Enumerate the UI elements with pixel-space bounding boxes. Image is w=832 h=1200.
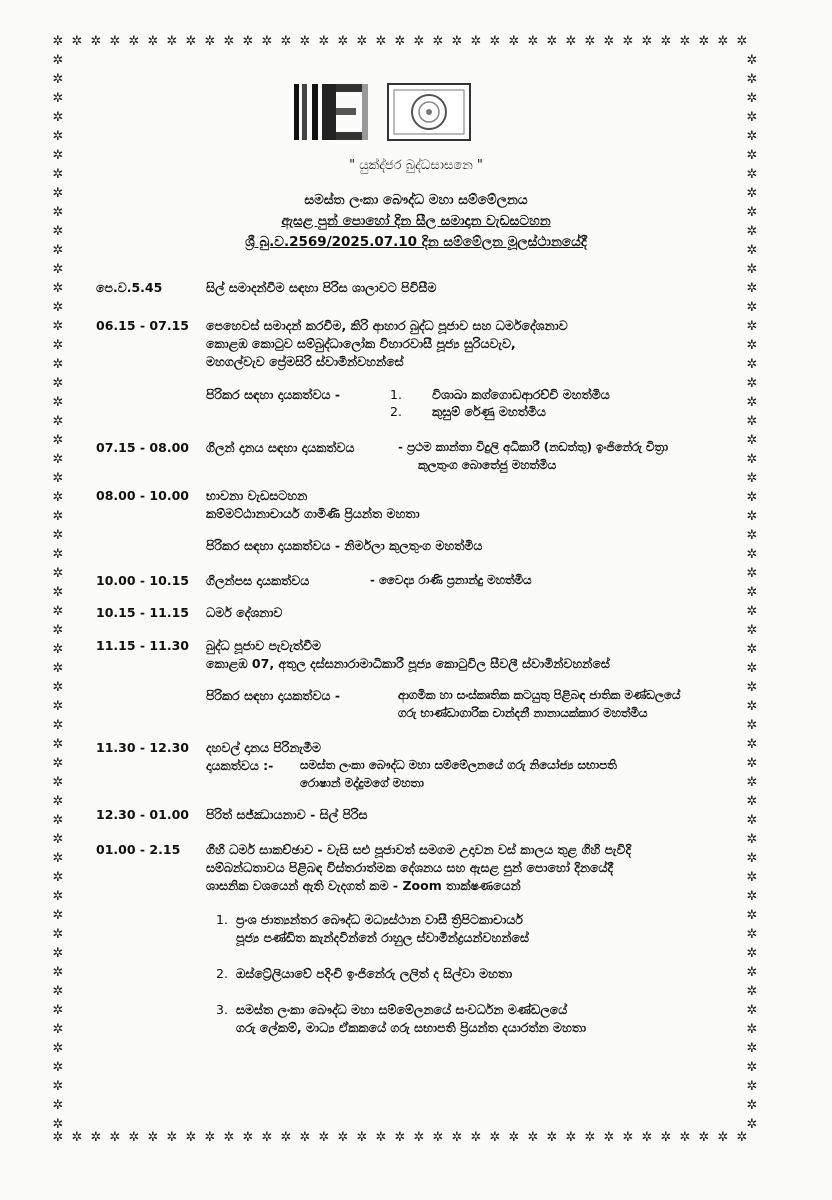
- border-star-icon: ✲: [746, 1041, 758, 1056]
- border-star-icon: ✲: [508, 34, 520, 49]
- border-star-icon: ✲: [299, 34, 311, 49]
- border-star-icon: ✲: [746, 813, 758, 828]
- border-star-icon: ✲: [52, 965, 64, 980]
- donor-r4: පිරිකර සඳහා දායකත්වය - නිර්මලා කුලතුංග මහත්මිය: [206, 538, 483, 553]
- border-star-icon: ✲: [128, 34, 140, 49]
- border-star-icon: ✲: [52, 262, 64, 277]
- border-star-icon: ✲: [746, 53, 758, 68]
- donor-r7-1: ආගමික හා සංස්කෘතික කටයුතු පිළිබඳ ජාතික මණ්ඩලයේ: [398, 688, 681, 702]
- border-star-icon: ✲: [746, 262, 758, 277]
- border-star-icon: ✲: [736, 34, 748, 49]
- border-star-icon: ✲: [746, 300, 758, 315]
- border-star-icon: ✲: [52, 832, 64, 847]
- border-star-icon: ✲: [261, 34, 273, 49]
- border-star-icon: ✲: [746, 566, 758, 581]
- border-star-icon: ✲: [52, 946, 64, 961]
- time-r6: 10.15 - 11.15: [96, 605, 189, 620]
- border-star-icon: ✲: [166, 1130, 178, 1145]
- border-star-icon: ✲: [52, 129, 64, 144]
- time-r9: 12.30 - 01.00: [96, 807, 189, 822]
- header-logos: [290, 82, 480, 144]
- text-r10-2: සම්බන්ධතාවය පිළිබඳ විස්තරාත්මක දේශනය සහ ඇසළ පුන් පොහෝ දිනයේදී: [206, 860, 614, 875]
- border-star-icon: ✲: [52, 414, 64, 429]
- speaker-2-line1: ඔස්ට්‍රේලියාවේ පදිංචි ඉංජිනේරු ලලිත් ද සිල්වා මහතා: [236, 966, 513, 981]
- border-star-icon: ✲: [52, 1098, 64, 1113]
- border-star-icon: ✲: [318, 1130, 330, 1145]
- label-r8: දායකත්වය :-: [206, 758, 274, 773]
- border-star-icon: ✲: [746, 1098, 758, 1113]
- border-star-icon: ✲: [746, 623, 758, 638]
- org-title: සමස්ත ලංකා බෞද්ධ මහා සම්මේලනය: [304, 192, 528, 208]
- border-star-icon: ✲: [52, 452, 64, 467]
- speaker-num-1: 1.: [216, 912, 228, 927]
- time-r7: 11.15 - 11.30: [96, 638, 189, 653]
- border-star-icon: ✲: [746, 243, 758, 258]
- text-r5: - වෛද්‍ය රාණි ප්‍රනාන්දු මහත්මිය: [370, 573, 532, 587]
- border-star-icon: ✲: [52, 604, 64, 619]
- border-star-icon: ✲: [746, 870, 758, 885]
- border-star-icon: ✲: [52, 756, 64, 771]
- border-star-icon: ✲: [52, 1060, 64, 1075]
- border-star-icon: ✲: [584, 34, 596, 49]
- border-star-icon: ✲: [109, 34, 121, 49]
- border-star-icon: ✲: [52, 889, 64, 904]
- border-star-icon: ✲: [746, 167, 758, 182]
- speaker-3-line1: සමස්ත ලංකා බෞද්ධ මහා සම්මේලනයේ සංවර්ධන මණ්ඩලයේ: [236, 1002, 568, 1017]
- border-star-icon: ✲: [52, 471, 64, 486]
- border-star-icon: ✲: [52, 908, 64, 923]
- border-star-icon: ✲: [413, 1130, 425, 1145]
- time-r8: 11.30 - 12.30: [96, 740, 189, 755]
- border-star-icon: ✲: [746, 946, 758, 961]
- border-star-icon: ✲: [147, 34, 159, 49]
- border-star-icon: ✲: [52, 547, 64, 562]
- border-star-icon: ✲: [641, 34, 653, 49]
- text-r9: පිරිත් සජ්ඣායනාව - සිල් පිරිස: [206, 807, 368, 822]
- border-star-icon: ✲: [52, 433, 64, 448]
- border-star-icon: ✲: [52, 53, 64, 68]
- border-star-icon: ✲: [52, 186, 64, 201]
- border-star-icon: ✲: [90, 34, 102, 49]
- border-star-icon: ✲: [52, 167, 64, 182]
- time-r2: 06.15 - 07.15: [96, 318, 189, 333]
- border-star-icon: ✲: [185, 1130, 197, 1145]
- time-r3: 07.15 - 08.00: [96, 440, 189, 455]
- border-star-icon: ✲: [52, 927, 64, 942]
- border-star-icon: ✲: [746, 395, 758, 410]
- text-r4-1: භාවනා වැඩසටහන: [206, 488, 308, 503]
- border-star-icon: ✲: [52, 357, 64, 372]
- text-r2-2: කොළඹ කොටුව සම්බුද්ධාලෝක විහාරවාසී පූජ්‍ය සුරියවැව,: [206, 336, 516, 351]
- text-r1: සිල් සමාදන්වීම සඳහා පිරිස ශාලාවට පිවිසීම: [206, 280, 437, 295]
- border-star-icon: ✲: [489, 34, 501, 49]
- border-star-icon: ✲: [470, 34, 482, 49]
- border-star-icon: ✲: [746, 281, 758, 296]
- border-star-icon: ✲: [52, 319, 64, 334]
- border-star-icon: ✲: [565, 1130, 577, 1145]
- time-r4: 08.00 - 10.00: [96, 488, 189, 503]
- border-star-icon: ✲: [746, 1060, 758, 1075]
- border-star-icon: ✲: [52, 110, 64, 125]
- border-star-icon: ✲: [746, 756, 758, 771]
- donor-num-2: 2.: [390, 404, 402, 419]
- border-star-icon: ✲: [204, 1130, 216, 1145]
- border-star-icon: ✲: [52, 870, 64, 885]
- border-star-icon: ✲: [52, 490, 64, 505]
- speaker-3-line2: ගරු ලේකම්, මාධ්‍ය ඒකකයේ ගරු සභාපති ප්‍රියන්ත දයාරත්න මහතා: [236, 1020, 587, 1035]
- border-star-icon: ✲: [52, 813, 64, 828]
- border-star-icon: ✲: [746, 699, 758, 714]
- border-star-icon: ✲: [679, 34, 691, 49]
- donor-r7-2: ගරු භාණ්ඩාගාරික චාන්දනී නානායක්කාර මහත්මිය: [398, 706, 648, 720]
- border-star-icon: ✲: [527, 34, 539, 49]
- border-star-icon: ✲: [603, 1130, 615, 1145]
- border-star-icon: ✲: [746, 357, 758, 372]
- border-star-icon: ✲: [52, 680, 64, 695]
- border-star-icon: ✲: [52, 775, 64, 790]
- border-star-icon: ✲: [52, 34, 64, 49]
- speaker-1-line1: ප්‍රංශ ජාත්‍යන්තර බෞද්ධ මධ්‍යස්ථාන වාසී ත්‍රිපිටකාචාර්ය: [236, 912, 523, 927]
- border-star-icon: ✲: [432, 1130, 444, 1145]
- border-star-icon: ✲: [746, 851, 758, 866]
- border-star-icon: ✲: [746, 129, 758, 144]
- border-star-icon: ✲: [698, 1130, 710, 1145]
- border-star-icon: ✲: [71, 1130, 83, 1145]
- border-star-icon: ✲: [584, 1130, 596, 1145]
- border-star-icon: ✲: [299, 1130, 311, 1145]
- border-star-icon: ✲: [641, 1130, 653, 1145]
- border-star-icon: ✲: [746, 585, 758, 600]
- border-star-icon: ✲: [337, 34, 349, 49]
- border-star-icon: ✲: [746, 984, 758, 999]
- border-star-icon: ✲: [622, 1130, 634, 1145]
- border-star-icon: ✲: [660, 1130, 672, 1145]
- border-star-icon: ✲: [527, 1130, 539, 1145]
- border-star-icon: ✲: [52, 528, 64, 543]
- border-star-icon: ✲: [356, 1130, 368, 1145]
- border-star-icon: ✲: [223, 34, 235, 49]
- text-r7-1: බුද්ධ පූජාව පැවැත්වීම: [206, 638, 322, 653]
- text-r7-2: කොළඹ 07, අතුල දස්සනාරාමාධිකාරී පූජ්‍ය කොටුවිල සීවලී ස්වාමින්වහන්සේ: [206, 656, 610, 671]
- donor-label-r7: පිරිකර සඳහා දායකත්වය -: [206, 688, 341, 703]
- label-r5: ගිලන්පස දායකත්වය: [206, 573, 310, 588]
- border-star-icon: ✲: [508, 1130, 520, 1145]
- border-star-icon: ✲: [717, 34, 729, 49]
- border-star-icon: ✲: [52, 148, 64, 163]
- border-star-icon: ✲: [603, 34, 615, 49]
- border-star-icon: ✲: [746, 642, 758, 657]
- border-star-icon: ✲: [746, 319, 758, 334]
- border-star-icon: ✲: [166, 34, 178, 49]
- text-r8-2: සමස්ත ලංකා බෞද්ධ මහා සම්මේලනයේ ගරු නියෝජ්‍ය සභාපති: [300, 758, 617, 772]
- border-star-icon: ✲: [746, 205, 758, 220]
- border-star-icon: ✲: [746, 414, 758, 429]
- donor-2: කුසුම් රේණු මහත්මිය: [432, 404, 546, 419]
- border-star-icon: ✲: [52, 1079, 64, 1094]
- border-star-icon: ✲: [736, 1130, 748, 1145]
- border-star-icon: ✲: [52, 661, 64, 676]
- border-star-icon: ✲: [746, 338, 758, 353]
- border-star-icon: ✲: [280, 1130, 292, 1145]
- border-star-icon: ✲: [746, 1003, 758, 1018]
- border-star-icon: ✲: [223, 1130, 235, 1145]
- text-r3-1: - ප්‍රථම කාන්තා විදුලි අධිකාරී (නඩත්තු) ඉංජිනේරු චිත්‍රා: [398, 440, 668, 454]
- text-r8-1: දහවල් දානය පිරිනැමීම: [206, 740, 321, 755]
- border-star-icon: ✲: [52, 72, 64, 87]
- border-star-icon: ✲: [746, 965, 758, 980]
- border-star-icon: ✲: [52, 1003, 64, 1018]
- border-star-icon: ✲: [451, 1130, 463, 1145]
- border-star-icon: ✲: [746, 433, 758, 448]
- border-star-icon: ✲: [451, 34, 463, 49]
- border-star-icon: ✲: [52, 338, 64, 353]
- program-title: ඇසළ පුන් පොහෝ දින සීල සමාදාන වැඩසටහන: [281, 213, 551, 229]
- text-r2-3: මහගල්වැව ප්‍රේමසිරි ස්වාමින්වහන්සේ: [206, 354, 404, 369]
- border-star-icon: ✲: [746, 680, 758, 695]
- border-star-icon: ✲: [746, 775, 758, 790]
- border-star-icon: ✲: [52, 1117, 64, 1132]
- donor-1: විශාඛා කග්ගොඩආරච්චි මහත්මිය: [432, 387, 610, 402]
- border-star-icon: ✲: [261, 1130, 273, 1145]
- border-star-icon: ✲: [746, 186, 758, 201]
- border-star-icon: ✲: [746, 661, 758, 676]
- border-star-icon: ✲: [318, 34, 330, 49]
- border-star-icon: ✲: [746, 927, 758, 942]
- border-star-icon: ✲: [432, 34, 444, 49]
- border-star-icon: ✲: [109, 1130, 121, 1145]
- border-star-icon: ✲: [356, 34, 368, 49]
- border-star-icon: ✲: [746, 1022, 758, 1037]
- border-star-icon: ✲: [546, 1130, 558, 1145]
- motto: " යුක්ද්ජර බුද්ධසාසනෙ ": [349, 158, 483, 173]
- border-star-icon: ✲: [52, 300, 64, 315]
- border-star-icon: ✲: [90, 1130, 102, 1145]
- border-star-icon: ✲: [52, 851, 64, 866]
- border-star-icon: ✲: [746, 376, 758, 391]
- border-star-icon: ✲: [746, 889, 758, 904]
- border-star-icon: ✲: [52, 1130, 64, 1145]
- border-star-icon: ✲: [746, 490, 758, 505]
- border-star-icon: ✲: [746, 91, 758, 106]
- border-star-icon: ✲: [746, 832, 758, 847]
- border-star-icon: ✲: [679, 1130, 691, 1145]
- border-star-icon: ✲: [746, 547, 758, 562]
- text-r8-3: රොෂාන් මද්දුමගේ මහතා: [300, 776, 424, 790]
- time-r1: පෙ.ව.5.45: [96, 280, 163, 295]
- border-star-icon: ✲: [660, 34, 672, 49]
- text-r6: ධර්ම දේශනාව: [206, 605, 283, 620]
- label-r3: ගිලන් දානය සඳහා දායකත්වය: [206, 440, 355, 455]
- border-star-icon: ✲: [242, 1130, 254, 1145]
- border-star-icon: ✲: [746, 908, 758, 923]
- border-star-icon: ✲: [147, 1130, 159, 1145]
- border-star-icon: ✲: [375, 1130, 387, 1145]
- border-star-icon: ✲: [746, 509, 758, 524]
- time-r10: 01.00 - 2.15: [96, 842, 181, 857]
- border-star-icon: ✲: [52, 395, 64, 410]
- speaker-1-line2: පූජ්‍ය පණ්ඩිත කැන්දවින්නේ රාහුල ස්වාමීන්ද්‍රයන්වහන්සේ: [236, 930, 530, 945]
- border-star-icon: ✲: [52, 205, 64, 220]
- border-star-icon: ✲: [52, 699, 64, 714]
- text-r4-2: කම්මට්ඨානාචාර්ය ගාමිණි ප්‍රියන්ත මහතා: [206, 506, 420, 521]
- border-star-icon: ✲: [622, 34, 634, 49]
- border-star-icon: ✲: [698, 34, 710, 49]
- border-star-icon: ✲: [128, 1130, 140, 1145]
- text-r3-2: කුලතුංග බොතේජු මහත්මිය: [418, 458, 557, 472]
- date-line: ශ්‍රී බු.ව.2569/2025.07.10 දින සම්මේලන මූලස්ථානයේදී: [245, 234, 587, 250]
- border-star-icon: ✲: [52, 737, 64, 752]
- border-star-icon: ✲: [52, 566, 64, 581]
- border-star-icon: ✲: [746, 794, 758, 809]
- time-r5: 10.00 - 10.15: [96, 573, 189, 588]
- border-star-icon: ✲: [52, 794, 64, 809]
- border-star-icon: ✲: [71, 34, 83, 49]
- border-star-icon: ✲: [717, 1130, 729, 1145]
- border-star-icon: ✲: [185, 34, 197, 49]
- border-star-icon: ✲: [470, 1130, 482, 1145]
- institution-logo: [294, 84, 368, 140]
- border-star-icon: ✲: [52, 243, 64, 258]
- border-star-icon: ✲: [52, 718, 64, 733]
- donor-label-r2: පිරිකර සඳහා දායකත්වය -: [206, 387, 341, 402]
- border-star-icon: ✲: [746, 1079, 758, 1094]
- border-star-icon: ✲: [52, 91, 64, 106]
- border-star-icon: ✲: [746, 110, 758, 125]
- border-star-icon: ✲: [394, 34, 406, 49]
- speaker-num-3: 3.: [216, 1002, 228, 1017]
- text-r10-1: ගිහි ධර්ම සාකච්ඡාව - වැසි සළු පූජාවත් සමගම උදාවන වස් කාලය තුළ ගිහි පැවිදි: [206, 842, 632, 857]
- border-star-icon: ✲: [52, 281, 64, 296]
- border-star-icon: ✲: [242, 34, 254, 49]
- border-star-icon: ✲: [204, 34, 216, 49]
- border-star-icon: ✲: [746, 1117, 758, 1132]
- border-star-icon: ✲: [489, 1130, 501, 1145]
- text-r10-3: ශාසනික වශයෙන් ඇති වැදගත් කම - Zoom තාක්ෂණයෙන්: [206, 878, 521, 893]
- border-star-icon: ✲: [413, 34, 425, 49]
- border-star-icon: ✲: [746, 471, 758, 486]
- border-star-icon: ✲: [746, 452, 758, 467]
- emblem-logo: [388, 84, 470, 140]
- border-star-icon: ✲: [375, 34, 387, 49]
- border-star-icon: ✲: [746, 148, 758, 163]
- border-star-icon: ✲: [394, 1130, 406, 1145]
- border-star-icon: ✲: [52, 1041, 64, 1056]
- border-star-icon: ✲: [746, 224, 758, 239]
- border-star-icon: ✲: [52, 642, 64, 657]
- border-star-icon: ✲: [337, 1130, 349, 1145]
- donor-num-1: 1.: [390, 387, 402, 402]
- border-star-icon: ✲: [52, 509, 64, 524]
- border-star-icon: ✲: [746, 72, 758, 87]
- speaker-num-2: 2.: [216, 966, 228, 981]
- border-star-icon: ✲: [52, 623, 64, 638]
- text-r2-1: පෙහෙවස් සමාදන් කරවීම, කිරි ආහාර බුද්ධ පූජාව සහ ධර්මදේශනාව: [206, 318, 568, 333]
- border-star-icon: ✲: [746, 718, 758, 733]
- border-star-icon: ✲: [565, 34, 577, 49]
- border-star-icon: ✲: [52, 1022, 64, 1037]
- border-star-icon: ✲: [52, 224, 64, 239]
- border-star-icon: ✲: [280, 34, 292, 49]
- border-star-icon: ✲: [746, 528, 758, 543]
- border-star-icon: ✲: [52, 376, 64, 391]
- border-star-icon: ✲: [52, 984, 64, 999]
- border-star-icon: ✲: [746, 604, 758, 619]
- border-star-icon: ✲: [52, 585, 64, 600]
- border-star-icon: ✲: [746, 737, 758, 752]
- border-star-icon: ✲: [546, 34, 558, 49]
